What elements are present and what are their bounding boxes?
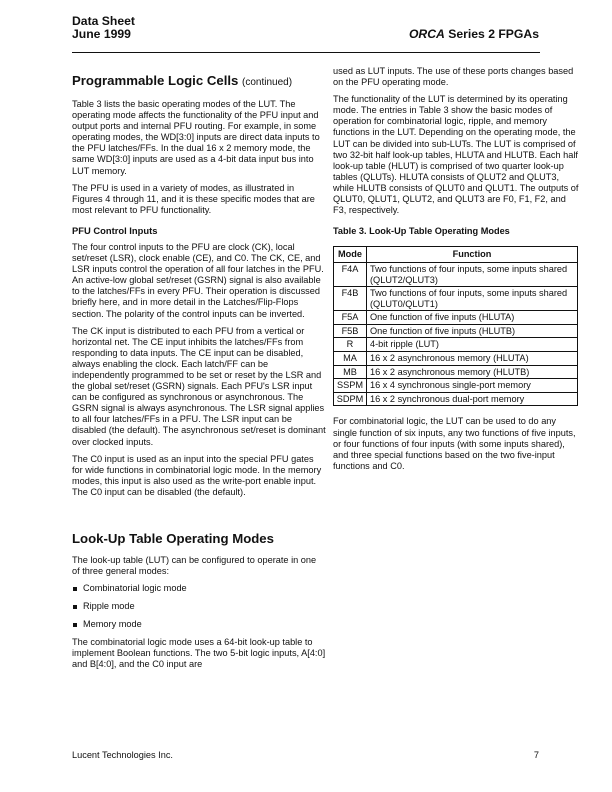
cell-function: One function of five inputs (HLUTA) — [367, 311, 578, 325]
doc-date: June 1999 — [72, 26, 131, 41]
cell-function: 4-bit ripple (LUT) — [367, 338, 578, 352]
table-row — [334, 311, 578, 325]
paragraph: used as LUT inputs. The use of these ports changes based on the PFU operating mode. — [333, 66, 574, 88]
bullet-square-icon — [73, 623, 77, 627]
bullet-square-icon — [73, 587, 77, 591]
paragraph: The C0 input is used as an input into the special PFU gates for wide functions in combinatorial logic mode. In the memory modes, this input is also used as the write-port enable input. The C0 input can be disabled (the default). — [72, 453, 322, 497]
cell-function: Two functions of four inputs, some inputs shared (QLUT2/QLUT3) — [367, 262, 578, 286]
cell-function: One function of five inputs (HLUTB) — [367, 324, 578, 338]
mode-list — [72, 583, 326, 630]
doc-header-left — [72, 15, 135, 40]
section-title-suffix: (continued) — [242, 77, 293, 88]
cell-mode: SDPM — [334, 392, 367, 406]
column-header-mode: Mode — [334, 247, 367, 263]
list-item-text: Memory mode — [83, 619, 142, 630]
list-item — [72, 619, 326, 630]
table-header-row — [334, 247, 578, 263]
table-row — [334, 392, 578, 406]
paragraph: For combinatorial logic, the LUT can be used to do any single function of six inputs, any two functions of five inputs, or four functions of four inputs (with some inputs shared), and three special functions based on the two five-input functions and C0. — [333, 416, 576, 471]
paragraph: The functionality of the LUT is determined by its operating mode. The entries in Table 3 show the basic modes of operation for combinatorial logic, ripple, and memory functions in the LUT. Depending on the operating mode, the LUT can be divided into sub-LUTs. The LUT is comprised of two 32-bit half look-up tables, HLUTA and HLUTB. Each half look-up table (HLUT) is comprised of two quarter look-up tables (QLUTs). HLUTA consists of QLUT2 and QLUT3, while HLUTB consists of QLUT0 and QLUT1. The outputs of QLUT0, QLUT1, QLUT2, and QLUT3 are F0, F1, F2, and F3, respectively. — [333, 94, 579, 216]
cell-function: 16 x 2 asynchronous memory (HLUTB) — [367, 365, 578, 379]
column-header-function: Function — [367, 247, 578, 263]
paragraph: The look-up table (LUT) can be configured to operate in one of three general modes: — [72, 555, 317, 577]
table-row — [334, 262, 578, 286]
table-row — [334, 338, 578, 352]
header-divider — [72, 52, 540, 53]
table-row — [334, 352, 578, 366]
doc-type: Data Sheet — [72, 14, 135, 28]
paragraph: Table 3 lists the basic operating modes of the LUT. The operating mode affects the functionality of the PFU input and output ports and internal PFU routing. For example, in some operating modes, the WD[3:0] inputs are direct data inputs to the PFU latches/FFs. In the dual 16 x 2 memory mode, the same WD[3:0] inputs are used as a 4-bit data input bus into LUT memory. — [72, 99, 320, 176]
list-item — [72, 583, 326, 594]
lut-modes-table — [333, 246, 578, 406]
page-number: 7 — [533, 750, 539, 760]
cell-mode: MB — [334, 365, 367, 379]
product-brand: ORCA — [408, 27, 445, 41]
cell-mode: F5B — [334, 324, 367, 338]
paragraph: The CK input is distributed to each PFU from a vertical or horizontal net. The CE input inhibits the latches/FFs from responding to data inputs. The CE input can be disabled, always enabling the clock. Each latch/FF can be independently programmed to be set or reset by the LSR and the global set/reset (GSRN) signals. Each PFU's LSR input can be configured as synchronous or asynchronous. The GSRN signal is always asynchronous. The LSR signal applies to all four latches/FFs in a PFU. The LSR input can be disabled (the default). The asynchronous set/reset is dominant over clocked inputs. — [72, 325, 326, 447]
cell-function: 16 x 2 asynchronous memory (HLUTA) — [367, 352, 578, 366]
right-column — [333, 66, 581, 478]
cell-function: Two functions of four inputs, some inputs shared (QLUT0/QLUT1) — [367, 287, 578, 311]
list-item-text: Ripple mode — [83, 601, 135, 612]
product-title — [409, 28, 539, 41]
table-row — [334, 379, 578, 393]
list-item — [72, 601, 326, 612]
section-title — [72, 73, 326, 90]
cell-mode: F4A — [334, 262, 367, 286]
subsection-title: PFU Control Inputs — [72, 224, 158, 236]
product-series: Series 2 FPGAs — [444, 27, 539, 41]
table-title: Table 3. Look-Up Table Operating Modes — [333, 226, 510, 237]
section2-title: Look-Up Table Operating Modes — [72, 531, 274, 546]
cell-function: 16 x 2 synchronous dual-port memory — [367, 392, 578, 406]
paragraph: The PFU is used in a variety of modes, as illustrated in Figures 4 through 11, and it is these specific modes that are most relevant to PFU functionality. — [72, 182, 315, 215]
cell-mode: MA — [334, 352, 367, 366]
left-column — [72, 66, 326, 676]
cell-mode: F4B — [334, 287, 367, 311]
bullet-square-icon — [73, 605, 77, 609]
table-row — [334, 365, 578, 379]
spacer — [72, 504, 326, 524]
cell-function: 16 x 4 synchronous single-port memory — [367, 379, 578, 393]
cell-mode: R — [334, 338, 367, 352]
paragraph: The four control inputs to the PFU are clock (CK), local set/reset (LSR), clock enable (CE), and C0. The CK, CE, and LSR inputs control the operation of all four latches in the PFU. An active-low global set/reset (GSRN) signal is also available to the latches/FFs in every PFU. Their operation is discussed briefly here, and in more detail in the Latches/Flip-Flops section. The polarity of the control inputs can be inverted. — [72, 241, 324, 319]
footer-company: Lucent Technologies Inc. — [72, 750, 173, 760]
paragraph: The combinatorial logic mode uses a 64-bit look-up table to implement Boolean functions. The two 5-bit logic inputs, A[4:0] and B[4:0], and the C0 input are — [72, 637, 326, 670]
cell-mode: SSPM — [334, 379, 367, 393]
table-row — [334, 324, 578, 338]
table-row — [334, 287, 578, 311]
section-title-text: Programmable Logic Cells — [72, 73, 239, 88]
cell-mode: F5A — [334, 311, 367, 325]
list-item-text: Combinatorial logic mode — [83, 583, 187, 594]
